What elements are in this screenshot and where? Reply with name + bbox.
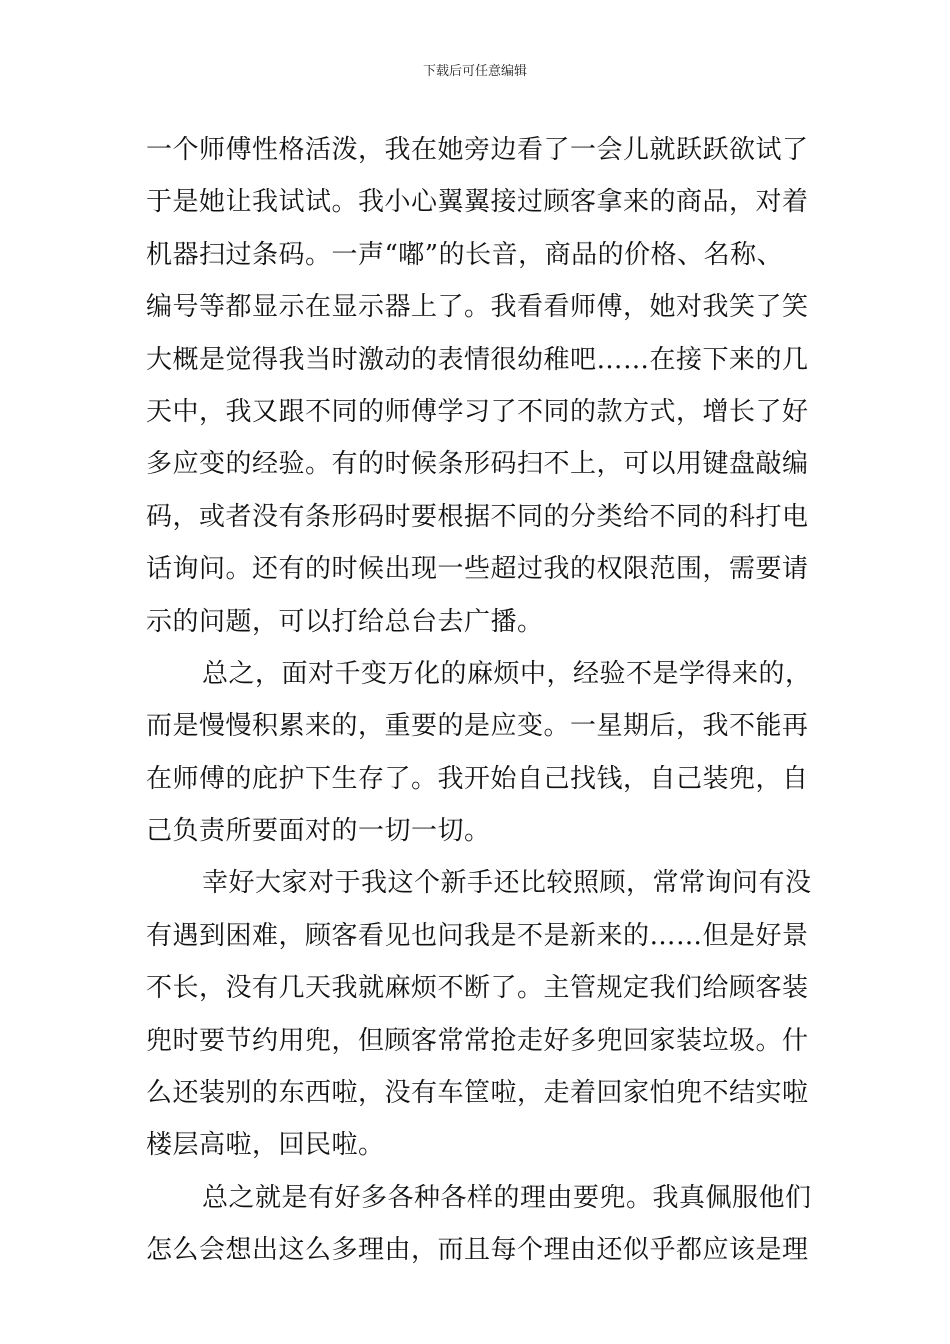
paragraph-first-line: 幸好大家对于我这个新手还比较照顾，常常询问有没	[202, 868, 812, 899]
text-line: 么还装别的东西啦，没有车筐啦，走着回家怕兜不结实啦	[146, 1078, 809, 1109]
text-line: 天中，我又跟不同的师傅学习了不同的款方式，增长了好	[146, 396, 809, 427]
text-line: 有遇到困难，顾客看见也问我是不是新来的……但是好景	[146, 920, 809, 951]
text-line: 而是慢慢积累来的，重要的是应变。一星期后，我不能再	[146, 711, 809, 742]
text-line: 在师傅的庇护下生存了。我开始自己找钱，自己装兜，自	[146, 763, 809, 794]
text-line: 多应变的经验。有的时候条形码扫不上，可以用键盘敲编	[146, 449, 809, 480]
text-line: 大概是觉得我当时激动的表情很幼稚吧……在接下来的几	[146, 344, 809, 375]
text-line: 话询问。还有的时候出现一些超过我的权限范围，需要请	[146, 554, 809, 585]
text-line: 机器扫过条码。一声“嘟”的长音，商品的价格、名称、	[146, 239, 784, 270]
text-line: 兜时要节约用兜，但顾客常常抢走好多兜回家装垃圾。什	[146, 1025, 809, 1056]
body-text	[146, 124, 810, 1277]
paragraph-first-line: 总之就是有好多各种各样的理由要兜。我真佩服他们	[202, 1182, 812, 1213]
text-line: 己负责所要面对的一切一切。	[146, 816, 491, 847]
paragraph-first-line: 总之，面对千变万化的麻烦中，经验不是学得来的，	[202, 658, 812, 689]
text-line: 码，或者没有条形码时要根据不同的分类给不同的科打电	[146, 501, 809, 532]
text-line: 编号等都显示在显示器上了。我看看师傅，她对我笑了笑	[146, 292, 809, 323]
text-line: 不长，没有几天我就麻烦不断了。主管规定我们给顾客装	[146, 973, 809, 1004]
text-line: 楼层高啦，回民啦。	[146, 1130, 385, 1161]
text-line: 怎么会想出这么多理由，而且每个理由还似乎都应该是理	[146, 1235, 809, 1266]
page-header-note: 下载后可任意编辑	[422, 64, 527, 79]
text-line: 示的问题，可以打给总台去广播。	[146, 606, 544, 637]
text-line: 于是她让我试试。我小心翼翼接过顾客拿来的商品，对着	[146, 187, 809, 218]
text-line: 一个师傅性格活泼，我在她旁边看了一会儿就跃跃欲试了	[146, 135, 809, 165]
